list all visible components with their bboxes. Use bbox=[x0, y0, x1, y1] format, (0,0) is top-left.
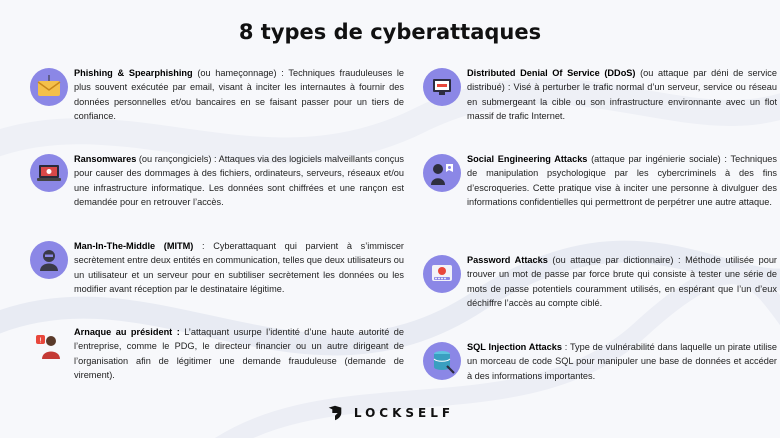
attack-item-ransomware bbox=[74, 152, 404, 210]
svg-text:!: ! bbox=[39, 336, 42, 345]
attack-name: Social Engineering Attacks bbox=[467, 154, 588, 164]
social-engineering-icon bbox=[423, 154, 461, 192]
attack-name: Man-In-The-Middle (MITM) bbox=[74, 241, 194, 251]
attack-item-ddos bbox=[467, 66, 777, 124]
attack-description: : Cyberattaquant qui parvient à s’immiscer secrètement entre deux entités en communication, telles que deux utilisateurs ou un utilisateur et un serveur pour en subtiliser secrètement les données ou les modifier avant réception par le destinataire légitime. bbox=[74, 241, 404, 295]
attack-name: Ransomwares bbox=[74, 154, 137, 164]
attack-item-password bbox=[467, 253, 777, 311]
attack-name: SQL Injection Attacks bbox=[467, 342, 562, 352]
attack-item-mitm bbox=[74, 239, 404, 297]
attack-description: : Type de vulnérabilité dans laquelle un pirate utilise un morceau de code SQL pour manipuler une base de données et accéder à des informations importantes. bbox=[467, 342, 778, 381]
ddos-monitor-icon bbox=[423, 68, 461, 106]
attack-item-phishing bbox=[74, 66, 404, 124]
hacker-icon bbox=[30, 241, 68, 279]
attack-item-social-engineering bbox=[467, 152, 777, 210]
attack-description: L’attaquant usurpe l’identité d’une haute autorité de l’entreprise, comme le PDG, le directeur financier ou un autre dirigeant de l’organisation afin de légitimer une demande frauduleuse (demande de virement). bbox=[74, 327, 404, 381]
attack-item-sql-injection bbox=[467, 340, 777, 383]
email-phishing-icon bbox=[30, 68, 68, 106]
ransomware-laptop-icon bbox=[30, 154, 68, 192]
attack-description: (ou hameçonnage) : Techniques frauduleuses le plus souvent exécutée par email, visant à inciter les internautes à fournir des données personnelles et/ou bancaires en se faisant passer pour un tiers de confiance. bbox=[74, 68, 405, 122]
attack-description: (ou rançongiciels) : Attaques via des logiciels malveillants conçus pour causer des dommages à des fichiers, ordinateurs, serveurs, réseaux et/ou une infrastructure informatique. Les données sont chiffrées et une rançon est demandée pour en retrouver l’accès. bbox=[74, 154, 404, 208]
attack-description: (ou attaque par déni de service distribué) : Visé à perturber le trafic normal d’un serveur, service ou réseau en submergeant la cible ou son infrastructure environnante avec un flot massif de trafic Internet. bbox=[467, 68, 777, 122]
password-attack-icon bbox=[423, 255, 461, 293]
lockself-logo-icon bbox=[326, 404, 344, 422]
president-fraud-icon bbox=[30, 327, 68, 365]
attack-item-president-fraud bbox=[39, 325, 404, 383]
attack-name: Distributed Denial Of Service (DDoS) bbox=[467, 68, 636, 78]
sql-injection-icon bbox=[423, 342, 461, 380]
attack-name: Phishing & Spearphishing bbox=[74, 68, 193, 78]
page-title: 8 types de cyberattaques bbox=[238, 20, 542, 44]
attack-name: Arnaque au président : bbox=[74, 327, 180, 337]
brand-logo bbox=[0, 404, 780, 422]
attack-description: (attaque par ingénierie sociale) : Techniques de manipulation psychologique par les cybercriminels à des fins d’escroqueries. Cette pratique vise à inciter une personne à divulguer des informations confidentielles qui permettront de perpétrer une autre attaque. bbox=[467, 154, 778, 208]
attack-description: (ou attaque par dictionnaire) : Méthode utilisée pour trouver un mot de passe par force brute qui consiste à tester une série de mots de passe potentiels couramment utilisés, en espérant que l’un d’eux déchiffre l’accès au compte ciblé. bbox=[467, 255, 777, 309]
attack-name: Password Attacks bbox=[467, 255, 548, 265]
brand-name: LOCKSELF bbox=[353, 406, 455, 420]
